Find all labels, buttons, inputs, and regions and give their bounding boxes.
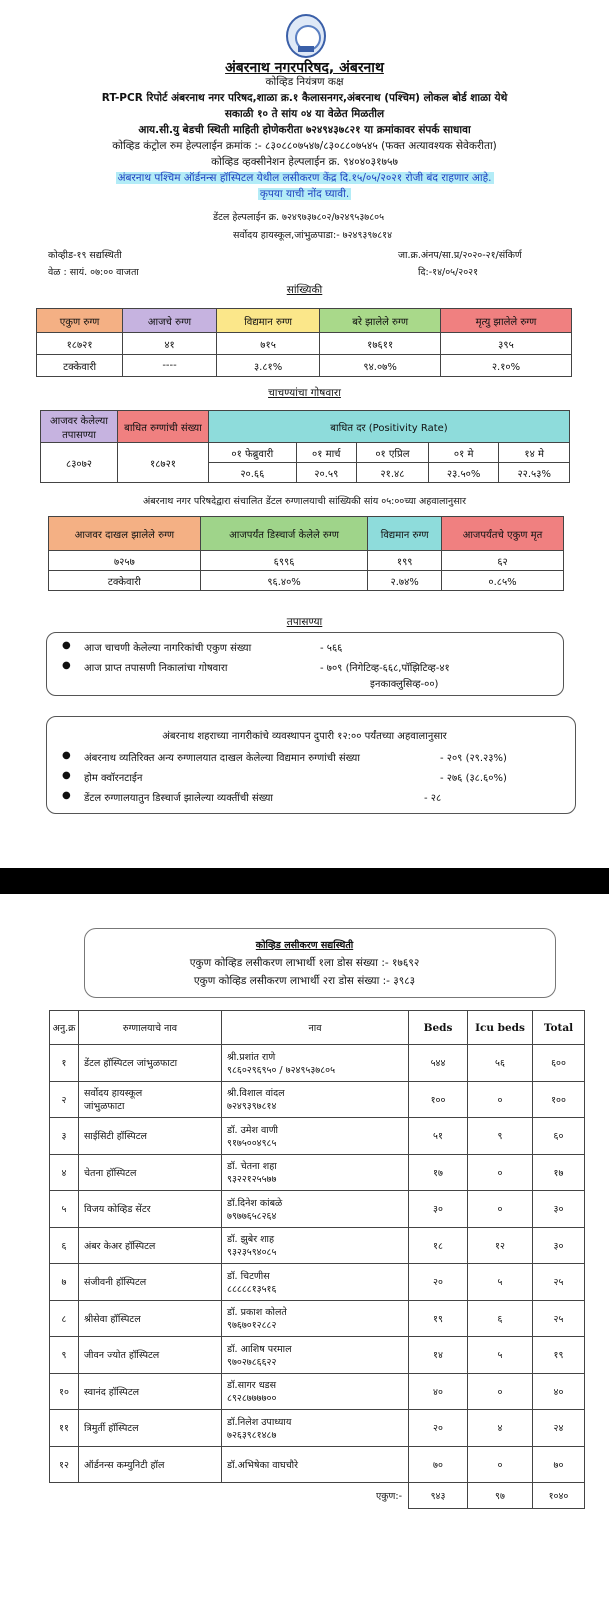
stats-cell: टक्केवारी — [37, 355, 123, 377]
tests-cell: १८७२१ — [118, 443, 209, 483]
serial-cell: ५ — [50, 1191, 79, 1228]
hospital-name-cell: साईसिटी हॉस्पिटल — [79, 1118, 222, 1155]
dental-header: विद्यमान रुग्ण — [368, 517, 442, 551]
hospital-header: नाव — [222, 1011, 409, 1045]
contact-cell: डॉ.सागर धडस ८९२८७७७७०० — [222, 1373, 409, 1410]
contact-cell: डॉ. चेतना शहा ९३२२१२५५७७ — [222, 1154, 409, 1191]
hospital-header: Total — [533, 1011, 585, 1045]
beds-cell: १८ — [409, 1227, 468, 1264]
dose1-line: एकुण कोव्हिड लसीकरण लाभार्थी १ला डोस संख्या :- १७६९२ — [189, 957, 420, 969]
beds-cell: २० — [409, 1264, 468, 1301]
beds-cell: १९ — [409, 1300, 468, 1337]
stats-cell: ४१ — [123, 333, 217, 355]
total-beds: ९४३ — [409, 1483, 468, 1509]
rate-value: २२.५३% — [499, 463, 570, 483]
stats-cell: १८७२१ — [37, 333, 123, 355]
table-row — [50, 1154, 585, 1191]
hospital-name-cell: विजय कोव्हिड सेंटर — [79, 1191, 222, 1228]
icu-beds-cell: ५ — [468, 1264, 533, 1301]
dose2-line: एकुण कोव्हिड लसीकरण लाभार्थी २रा डोस संख्या :- ३९८३ — [193, 975, 416, 987]
hospital-name-cell: श्रीसेवा हॉस्पिटल — [79, 1300, 222, 1337]
page-divider — [0, 868, 609, 894]
table-row — [50, 1264, 585, 1301]
stats-cell: ---- — [123, 355, 217, 377]
reference-number: जा.क्र.अंनप/सा.प्र/२०२०-२१/संकिर्ण — [398, 250, 522, 261]
notice-line: अंबरनाथ पश्चिम ऑर्डनन्स हॉस्पिटल येथील लसीकरण केंद्र दि.१५/०५/२०२१ रोजी बंद राहणार आहे. — [117, 172, 492, 184]
contact-cell: श्री.विशाल वांदल ७२४९३९७८१४ — [222, 1081, 409, 1118]
icu-beds-cell: ० — [468, 1191, 533, 1228]
stats-cell: ७१५ — [216, 333, 319, 355]
total-cell: १९ — [533, 1337, 585, 1374]
dental-cell: ०.८५% — [442, 571, 564, 591]
table-row — [50, 1191, 585, 1228]
tests-header: बाधित रुग्णांची संख्या — [118, 411, 209, 443]
hospital-name-cell: चेतना हॉस्पिटल — [79, 1154, 222, 1191]
total-cell: ६० — [533, 1118, 585, 1155]
icu-beds-cell: ० — [468, 1081, 533, 1118]
vaccination-title: कोव्हिड लसीकरण सद्यस्थिती — [255, 940, 354, 951]
vaccination-helpline-line: कोव्हिड व्हक्सीनेशन हेल्पलाईन क्र. ९४०४०३१७५७ — [211, 156, 398, 168]
other-hospital-value: - २०९ (२९.२३%) — [440, 753, 507, 764]
dental-cell: ६९९६ — [200, 551, 368, 571]
report-date: दि:-१४/०५/२०२१ — [418, 267, 479, 278]
hospital-name-cell: डेंटल हॉस्पिटल जांभुळफाटा — [79, 1045, 222, 1082]
notice-line-2: कृपया याची नोंद घ्यावी. — [259, 188, 350, 200]
rtpcr-line: RT-PCR रिपोर्ट अंबरनाथ नगर परिषद,शाळा क्र.१ कैलासनगर,अंबरनाथ (पश्चिम) लोकल बोर्ड शाळा येथे — [101, 92, 508, 104]
total-cell: २४ — [533, 1410, 585, 1447]
contact-cell: डॉ. आशिष परमाल ९७०२७८६६२२ — [222, 1337, 409, 1374]
icu-beds-cell: ५ — [468, 1337, 533, 1374]
hospital-table — [49, 1010, 585, 1509]
beds-cell: ५४४ — [409, 1045, 468, 1082]
contact-cell: डॉ.दिनेश कांबळे ७९७७६५८२६४ — [222, 1191, 409, 1228]
rate-date: १४ मे — [499, 443, 570, 463]
dental-cell: १९९ — [368, 551, 442, 571]
school-line: सर्वोदय हायस्कूल,जांभुळपाडा:- ७२४९३९७८१४ — [233, 230, 393, 241]
total-cell: १७ — [533, 1154, 585, 1191]
contact-cell: डॉ. चिटणीस ८८८८८१३५१६ — [222, 1264, 409, 1301]
icu-beds-cell: ० — [468, 1154, 533, 1191]
results-value-2: इनकाक्लुसिव्ह-००) — [370, 679, 439, 690]
helpline-line: कोव्हिड कंट्रोल रुम हेल्पलाईन क्रमांक :- ८३०८८०७५४७/८३०८८०७५४५ (फक्त अत्यावश्यक सेवेकरीता) — [112, 140, 497, 152]
table-row — [50, 1446, 585, 1483]
contact-cell: डॉ. प्रकाश कोलते ९७६७०१२८८२ — [222, 1300, 409, 1337]
beds-cell: ५१ — [409, 1118, 468, 1155]
serial-cell: ६ — [50, 1227, 79, 1264]
beds-cell: ७० — [409, 1446, 468, 1483]
total-all: १०४० — [533, 1483, 585, 1509]
stats-cell: ३९५ — [440, 333, 571, 355]
serial-cell: १ — [50, 1045, 79, 1082]
hospital-header: रुग्णालयाचे नाव — [79, 1011, 222, 1045]
total-cell: २५ — [533, 1264, 585, 1301]
tests-header: आजवर केलेल्या तपासण्या — [41, 411, 118, 443]
dental-table — [48, 516, 564, 591]
total-icu: ९७ — [468, 1483, 533, 1509]
hospital-name-cell: सर्वोदय हायस्कूल जांभुळफाटा — [79, 1081, 222, 1118]
serial-cell: ३ — [50, 1118, 79, 1155]
icu-beds-cell: ० — [468, 1446, 533, 1483]
dental-cell: २.७४% — [368, 571, 442, 591]
total-cell: ७० — [533, 1446, 585, 1483]
table-row — [50, 1118, 585, 1155]
municipal-logo-icon — [286, 14, 326, 58]
management-bullet: ● — [62, 750, 71, 761]
rate-value: २०.५९ — [296, 463, 356, 483]
testing-title: तपासण्या — [286, 616, 323, 628]
discharged-label: डेंटल रुग्णालयातुन डिस्चार्ज झालेल्या व्यक्तींची संख्या — [84, 793, 273, 804]
hospital-header: Beds — [409, 1011, 468, 1045]
table-row — [50, 1337, 585, 1374]
contact-cell: डॉ. उमेश वाणी ९१७५००४९८५ — [222, 1118, 409, 1155]
timing-line: सकाळी १० ते सांय ०४ या वेळेत मिळतील — [224, 108, 385, 120]
total-label: एकुण:- — [50, 1483, 409, 1509]
dental-header: आजपर्यंत डिस्चार्ज केलेले रुग्ण — [200, 517, 368, 551]
rate-date: ०१ एप्रिल — [356, 443, 428, 463]
contact-cell: डॉ.निलेश उपाध्याय ७२६३९८१४८७ — [222, 1410, 409, 1447]
table-row — [50, 1227, 585, 1264]
dental-cell: ९६.४०% — [200, 571, 368, 591]
tested-count-label: आज चाचणी केलेल्या नागरिकांची एकुण संख्या — [84, 643, 252, 654]
stats-cell: ३.८१% — [216, 355, 319, 377]
discharged-value: - २८ — [424, 793, 442, 804]
stats-header: मृत्यु झालेले रुग्ण — [440, 309, 571, 333]
dental-caption: अंबरनाथ नगर परिषदेद्वारा संचालित डेंटल रुग्णालयाची सांख्यिकी सांय ०५:००च्या अहवालानुसार — [143, 496, 466, 507]
management-caption: अंबरनाथ शहराच्या नागरीकांचे व्यवस्थापन दुपारी १२:०० पर्यंतच्या अहवालानुसार — [162, 731, 447, 742]
rate-date: ०१ मार्च — [296, 443, 356, 463]
serial-cell: ८ — [50, 1300, 79, 1337]
table-row — [50, 1410, 585, 1447]
tested-count-value: - ५६६ — [320, 643, 343, 654]
serial-cell: ११ — [50, 1410, 79, 1447]
dental-helpline: डेंटल हेल्पलाईन क्र. ७२४९७३७८०२/७२४९५३७८०५ — [213, 212, 385, 223]
stats-header: आजचे रुग्ण — [123, 309, 217, 333]
serial-cell: १० — [50, 1373, 79, 1410]
icu-beds-cell: ९ — [468, 1118, 533, 1155]
stats-table — [36, 308, 572, 377]
stats-cell: ९४.०७% — [320, 355, 441, 377]
stats-title: सांख्यिकी — [286, 284, 323, 296]
management-bullet: ● — [62, 770, 71, 781]
status-title: कोव्हीड-१९ सद्यस्थिती — [48, 250, 122, 261]
hospital-header: अनु.क्र — [50, 1011, 79, 1045]
table-row — [50, 1045, 585, 1082]
stats-cell: २.१०% — [440, 355, 571, 377]
rate-value: २१.४८ — [356, 463, 428, 483]
hospital-header: Icu beds — [468, 1011, 533, 1045]
icu-line: आय.सी.यु बेडची स्थिती माहिती होणेकरीता ७२४९४३७८२१ या क्रमांकावर संपर्क साधावा — [138, 124, 471, 136]
serial-cell: ९ — [50, 1337, 79, 1374]
table-row — [50, 1300, 585, 1337]
beds-cell: १७ — [409, 1154, 468, 1191]
table-row — [50, 1373, 585, 1410]
org-title: अंबरनाथ नगरपरिषद, अंबरनाथ — [225, 60, 384, 76]
rate-value: २३.५०% — [428, 463, 499, 483]
icu-beds-cell: ६ — [468, 1300, 533, 1337]
control-room-line: कोव्हिड नियंत्रण कक्ष — [265, 76, 344, 88]
tests-header: बाधित दर (Positivity Rate) — [209, 411, 570, 443]
hospital-name-cell: स्वानंद हॉस्पिटल — [79, 1373, 222, 1410]
total-cell: १०० — [533, 1081, 585, 1118]
icu-beds-cell: ५६ — [468, 1045, 533, 1082]
icu-beds-cell: ० — [468, 1373, 533, 1410]
stats-header: बरे झालेले रुग्ण — [320, 309, 441, 333]
beds-cell: २० — [409, 1410, 468, 1447]
total-cell: ४० — [533, 1373, 585, 1410]
serial-cell: ७ — [50, 1264, 79, 1301]
home-quarantine-value: - २७६ (३८.६०%) — [440, 773, 507, 784]
testing-bullet: ● — [62, 660, 71, 671]
icu-beds-cell: ४ — [468, 1410, 533, 1447]
stats-cell: १७६११ — [320, 333, 441, 355]
hospital-name-cell: संजीवनी हॉस्पिटल — [79, 1264, 222, 1301]
table-row — [50, 1081, 585, 1118]
tests-title: चाचण्यांचा गोषवारा — [268, 387, 341, 399]
serial-cell: २ — [50, 1081, 79, 1118]
other-hospital-label: अंबरनाथ व्यतिरिक्त अन्य रुग्णालयात दाखल केलेल्या विद्यमान रुग्णांची संख्या — [84, 753, 360, 764]
results-label: आज प्राप्त तपासणी निकालांचा गोषवारा — [84, 663, 228, 674]
tests-cell: ८३०७२ — [41, 443, 118, 483]
stats-header: विद्यमान रुग्ण — [216, 309, 319, 333]
beds-cell: ३० — [409, 1191, 468, 1228]
total-cell: ३० — [533, 1191, 585, 1228]
management-bullet: ● — [62, 790, 71, 801]
serial-cell: ४ — [50, 1154, 79, 1191]
hospital-name-cell: ऑर्डनन्स कम्युनिटी हॉल — [79, 1446, 222, 1483]
rate-date: ०१ फेब्रुवारी — [209, 443, 297, 463]
total-cell: ६०० — [533, 1045, 585, 1082]
testing-bullet: ● — [62, 640, 71, 651]
total-cell: २५ — [533, 1300, 585, 1337]
total-cell: ३० — [533, 1227, 585, 1264]
beds-cell: १०० — [409, 1081, 468, 1118]
contact-cell: श्री.प्रशांत राणे ९८६०२९६९५० / ७२४९५३७८०५ — [222, 1045, 409, 1082]
report-time: वेळ : सायं. ०७:०० वाजता — [48, 267, 139, 278]
dental-header: आजवर दाखल झालेले रुग्ण — [49, 517, 201, 551]
rate-value: २०.६६ — [209, 463, 297, 483]
dental-cell: ७२५७ — [49, 551, 201, 571]
hospital-name-cell: त्रिमुर्ती हॉस्पिटल — [79, 1410, 222, 1447]
home-quarantine-label: होम क्वॉरनटाईन — [84, 773, 143, 784]
results-value: - ७०९ (निगेटिव्ह-६६८,पॉझिटिव्ह-४१ — [320, 663, 450, 674]
serial-cell: १२ — [50, 1446, 79, 1483]
contact-cell: डॉ. झुबेर शाह ९३२३५९४०८५ — [222, 1227, 409, 1264]
tests-table — [40, 410, 570, 483]
hospital-name-cell: अंबर केअर हॉस्पिटल — [79, 1227, 222, 1264]
contact-cell: डॉ.अभिषेका वाघचौरे — [222, 1446, 409, 1483]
beds-cell: १४ — [409, 1337, 468, 1374]
stats-header: एकुण रुग्ण — [37, 309, 123, 333]
dental-header: आजपर्यंतचे एकुण मृत — [442, 517, 564, 551]
beds-cell: ४० — [409, 1373, 468, 1410]
dental-cell: टक्केवारी — [49, 571, 201, 591]
rate-date: ०१ मे — [428, 443, 499, 463]
dental-cell: ६२ — [442, 551, 564, 571]
icu-beds-cell: १२ — [468, 1227, 533, 1264]
hospital-name-cell: जीवन ज्योत हॉस्पिटल — [79, 1337, 222, 1374]
